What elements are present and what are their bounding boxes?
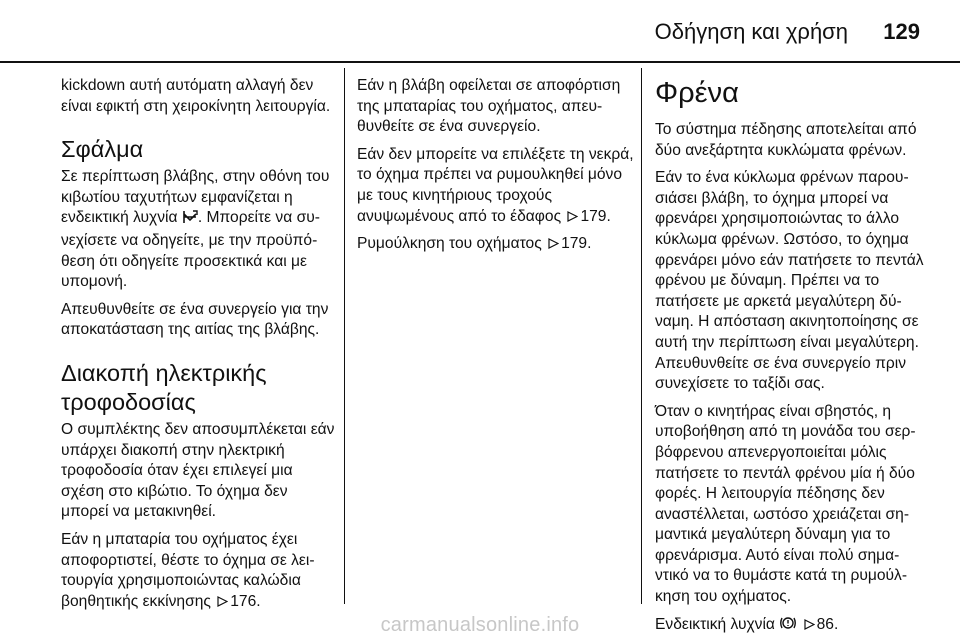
- header-divider: [0, 61, 960, 63]
- brakes-paragraph-1: Το σύστημα πέδησης αποτελείται από δύο ανεξάρτητα κυκλώματα φρένων.: [655, 121, 917, 159]
- col2-paragraph-1: Εάν η βλάβη οφείλεται σε αποφόρτιση της μπαταρίας του οχήματος, απευθυνθείτε σε ένα συνεργείο.: [357, 77, 621, 136]
- power-interruption-heading: Διακοπή ηλεκτρικής τροφοδοσίας: [61, 359, 267, 415]
- brakes-heading: Φρένα: [655, 77, 739, 109]
- col2-paragraph-2: [357, 145, 635, 227]
- power-paragraph-1: Ο συμπλέκτης δεν αποσυμπλέκεται εάν υπάρχει διακοπή στην ηλεκτρική τροφοδοσία όταν έχει επιλεγεί μια σχέση στο κιβώτιο. Το όχημα δεν μπορεί να μετακινηθεί.: [61, 420, 335, 521]
- warning-light-text: Ενδεικτική λυχνία: [655, 615, 775, 633]
- column-1: [61, 76, 335, 619]
- col2-paragraph-3: [357, 234, 635, 255]
- page-reference-arrow-icon: [567, 208, 578, 219]
- column-3: [655, 76, 927, 644]
- fault-paragraph-1: [61, 167, 335, 293]
- power-paragraph-2: [61, 530, 335, 612]
- page-reference-arrow-icon: [217, 593, 228, 604]
- col2-text-a: Εάν δεν μπορείτε να επιλέξετε τη νεκρά, το όχημα πρέπει να ρυμουλκηθεί μόνο με τους κινητήριους τροχούς ανυψωμένους από το έδαφος: [357, 145, 634, 225]
- fault-text-b: . Μπορείτε να συνεχίσετε να οδηγείτε, με την προϋπόθεση ότι οδηγείτε προσεκτικά και με υπομονή.: [61, 209, 320, 291]
- page-header: [0, 0, 960, 64]
- page-reference-link[interactable]: 179.: [561, 235, 592, 253]
- fault-text-a: Σε περίπτωση βλάβης, στην οθόνη του κιβωτίου ταχυτήτων εμφανίζεται η ενδεικτική λυχνία: [61, 168, 330, 227]
- intro-paragraph: kickdown αυτή αυτόματη αλλαγή δεν είναι εφικτή στη χειροκίνητη λειτουργία.: [61, 77, 331, 115]
- power-text-a: Εάν η μπαταρία του οχήματος έχει αποφορτιστεί, θέστε το όχημα σε λειτουργία χρησιμοποιώντας καλώδια βοηθητικής εκκίνησης: [61, 530, 315, 610]
- page-reference-link[interactable]: 176.: [230, 592, 261, 610]
- page-number: 129: [883, 19, 920, 44]
- section-title: Οδήγηση και χρήση: [654, 19, 848, 44]
- fault-paragraph-2: Απευθυνθείτε σε ένα συνεργείο για την αποκατάσταση της αιτίας της βλάβης.: [61, 300, 329, 339]
- fault-heading: Σφάλμα: [61, 136, 144, 163]
- column-divider-2: [641, 68, 642, 604]
- brakes-paragraph-3: Όταν ο κινητήρας είναι σβηστός, η υποβοήθηση από τη μονάδα του σερβόφρενου απενεργοποιείται μόλις πατήσετε το πεντάλ φρένου μία ή δύο φορές. Η λειτουργία πέδησης δεν αναστέλλεται, ωστόσο χρειάζεται σημαντικά μεγαλύτερη δύναμη για το φρενάρισμα. Αυτό είναι πολύ σημαντικό να το θυμάστε κατά τη ρυμούλκηση του οχήματος.: [655, 402, 916, 606]
- column-2: [357, 76, 635, 262]
- column-divider-1: [344, 68, 345, 604]
- page-reference-arrow-icon: [548, 235, 559, 246]
- brakes-paragraph-2: Εάν το ένα κύκλωμα φρένων παρουσιάσει βλάβη, το όχημα μπορεί να φρενάρει χρησιμοποιώντας το άλλο κύκλωμα φρένων. Ωστόσο, το όχημα φρενάρει μόνο εάν πατήσετε το πεντάλ φρένου με δύναμη. Πρέπει να το πατήσετε με αρκετά μεγαλύτερη δύναμη. Η απόσταση ακινητοποίησης σε αυτή την περίπτωση είναι μεγαλύτερη. Απευθυνθείτε σε ένα συνεργείο πριν συνεχίσετε το ταξίδι σας.: [655, 169, 924, 393]
- towing-reference-text: Ρυμούλκηση του οχήματος: [357, 235, 542, 253]
- page-reference-link[interactable]: 86.: [816, 615, 839, 633]
- page-reference-link[interactable]: 179.: [580, 207, 611, 225]
- watermark: carmanualsonline.info: [380, 614, 580, 636]
- gearbox-fault-icon: [182, 210, 198, 231]
